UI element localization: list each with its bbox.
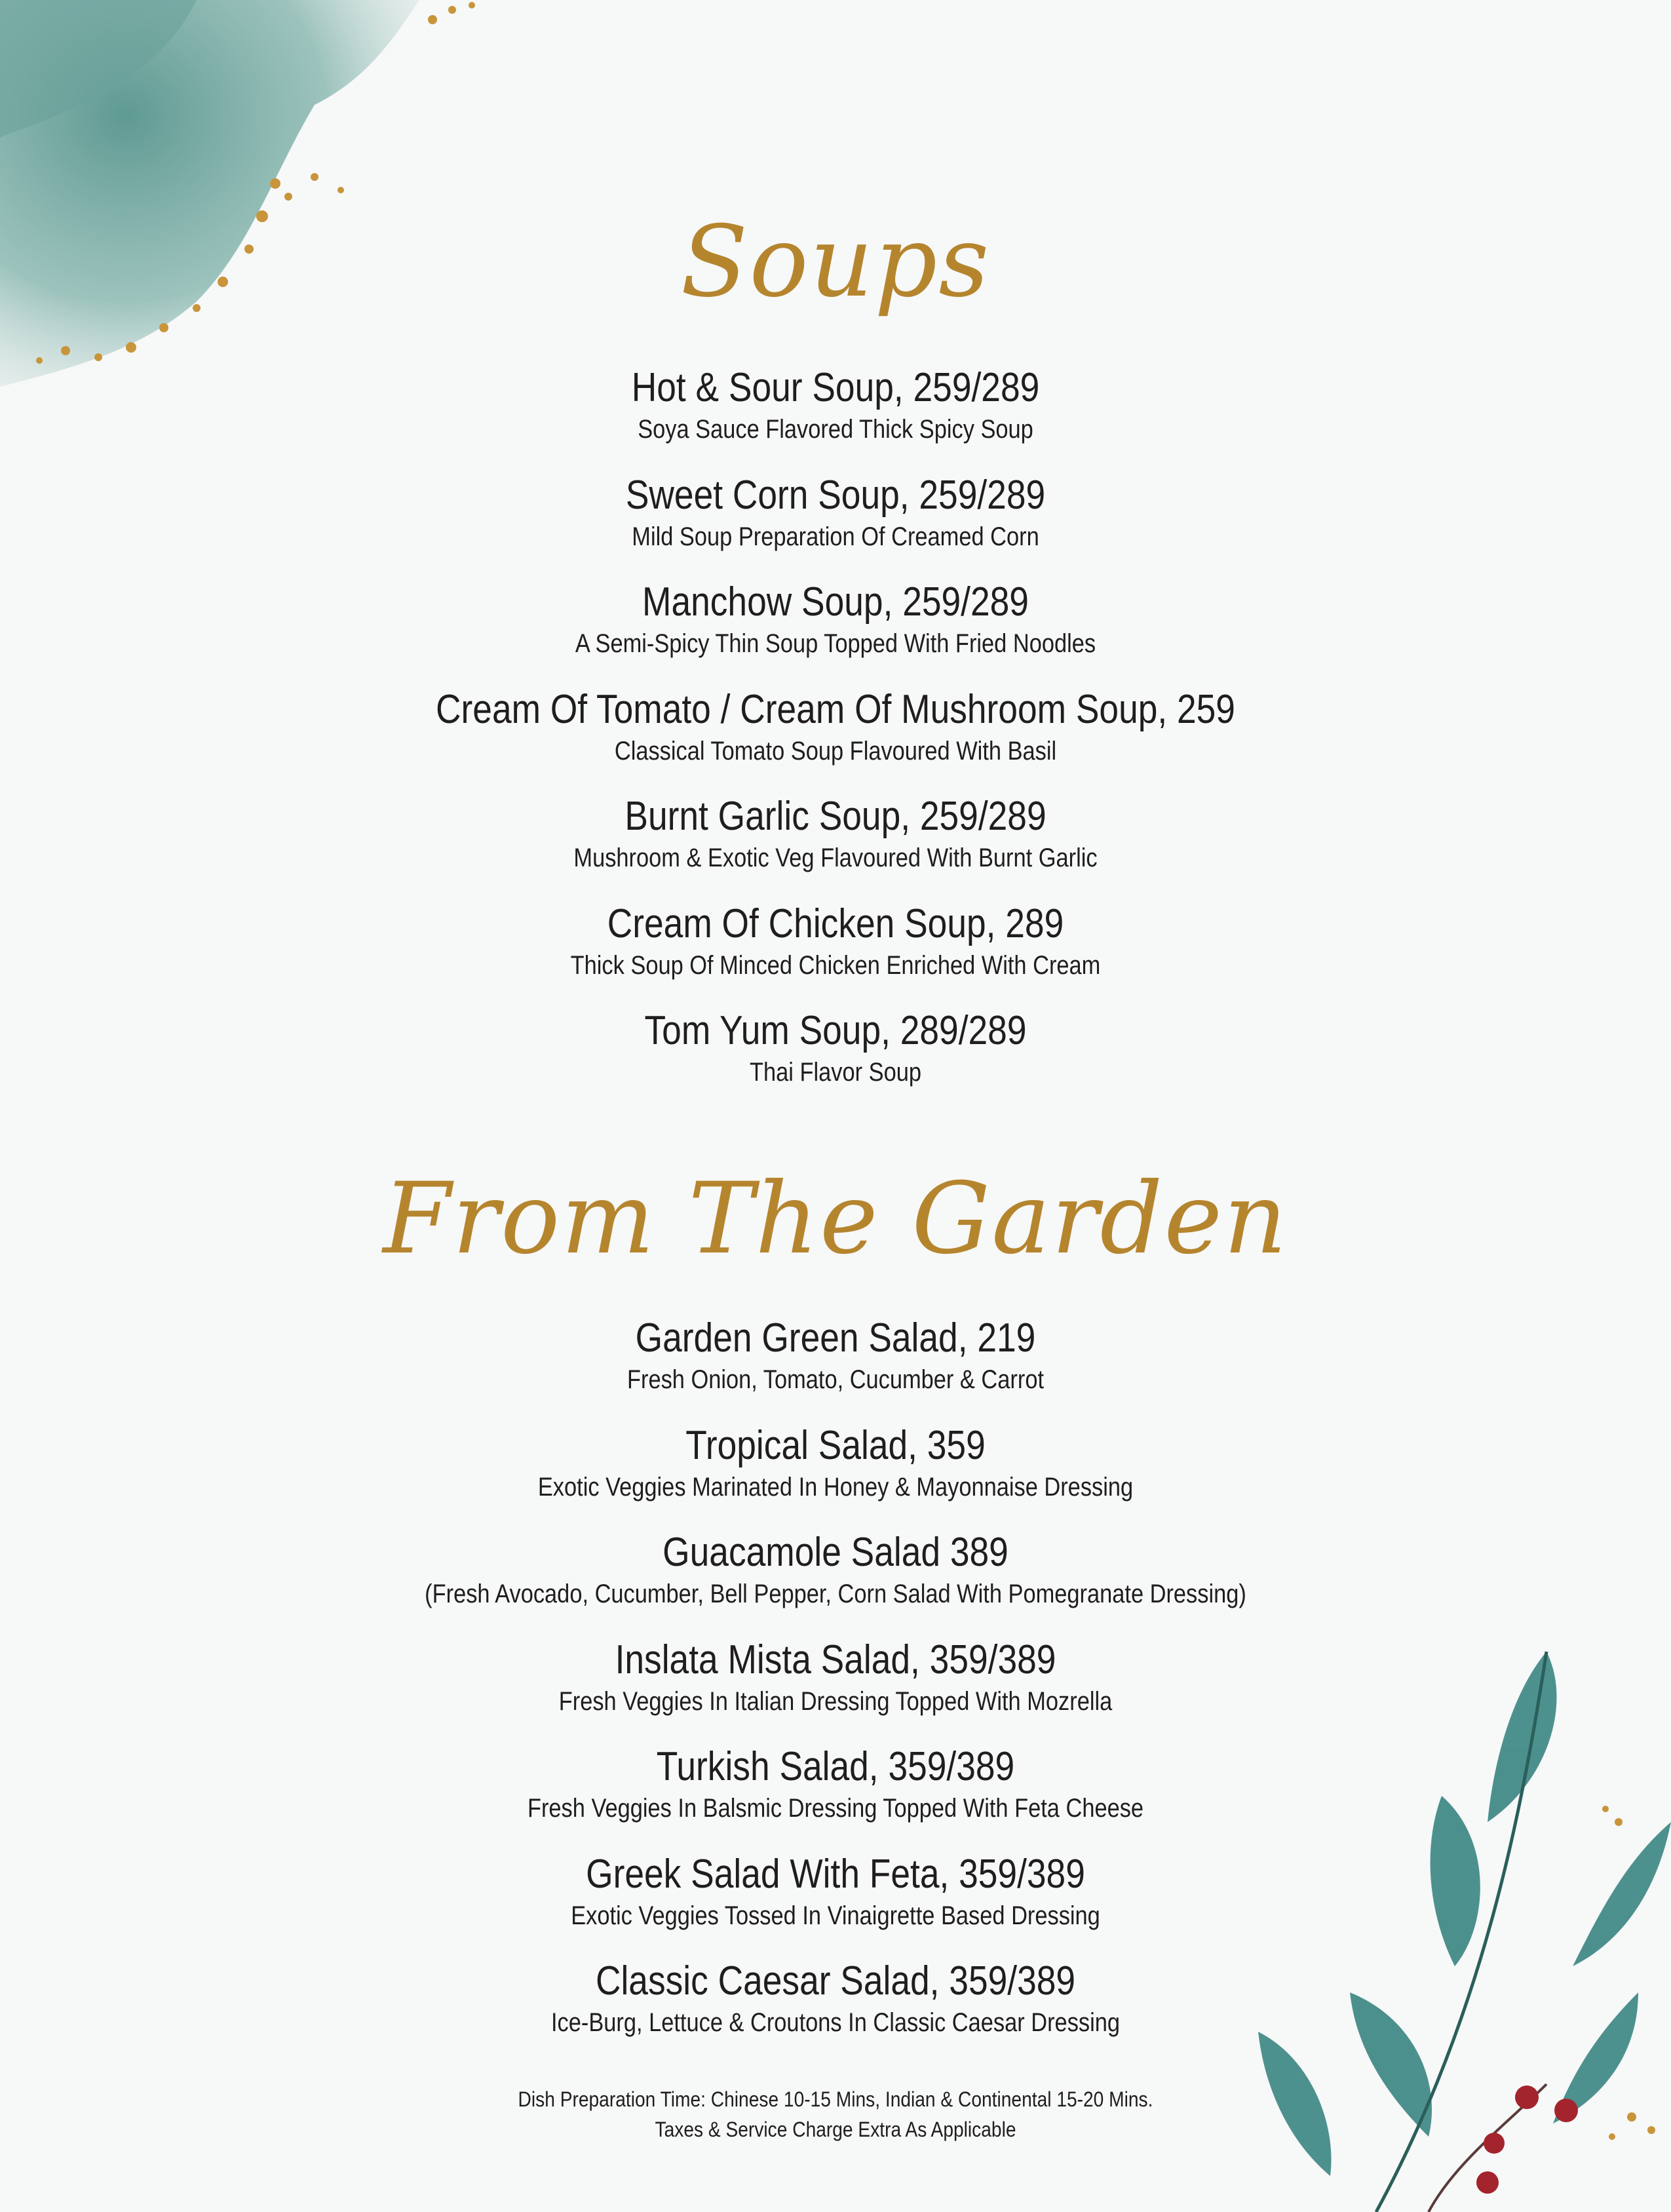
item-description: Thai Flavor Soup [750, 1058, 921, 1087]
menu-item [0, 792, 1671, 900]
item-description: (Fresh Avocado, Cucumber, Bell Pepper, Corn Salad With Pomegranate Dressing) [425, 1580, 1246, 1608]
menu-item [0, 1636, 1671, 1743]
taxes-note: Taxes & Service Charge Extra As Applicable [655, 2118, 1016, 2141]
item-description: Fresh Veggies In Balsmic Dressing Topped With Feta Cheese [527, 1794, 1144, 1823]
item-name: Turkish Salad, 359/389 [656, 1744, 1015, 1789]
item-name: Cream Of Chicken Soup, 289 [607, 901, 1064, 946]
item-name: Cream Of Tomato / Cream Of Mushroom Soup, 259 [436, 686, 1235, 732]
item-description: Classical Tomato Soup Flavoured With Basil [614, 736, 1057, 766]
item-name: Tropical Salad, 359 [685, 1422, 986, 1468]
soups-list [0, 364, 1671, 1114]
item-name: Greek Salad With Feta, 359/389 [586, 1851, 1085, 1897]
menu-item [0, 1422, 1671, 1529]
item-name: Garden Green Salad, 219 [635, 1315, 1036, 1361]
item-name: Burnt Garlic Soup, 259/289 [624, 794, 1047, 839]
item-description: Ice-Burg, Lettuce & Croutons In Classic Caesar Dressing [550, 2008, 1121, 2037]
menu-item [0, 1957, 1671, 2065]
section-title-soups: Soups [680, 205, 991, 319]
menu-item [0, 900, 1671, 1007]
menu-item [0, 471, 1671, 579]
item-description: Fresh Onion, Tomato, Cucumber & Carrot [626, 1365, 1045, 1394]
item-name: Tom Yum Soup, 289/289 [644, 1008, 1027, 1053]
menu-item [0, 1007, 1671, 1114]
menu-item [0, 1314, 1671, 1422]
item-description: Fresh Veggies In Italian Dressing Topped With Mozrella [558, 1686, 1113, 1716]
footer-note [0, 2084, 1671, 2144]
item-name: Sweet Corn Soup, 259/289 [625, 472, 1046, 518]
item-description: A Semi-Spicy Thin Soup Topped With Fried Noodles [575, 629, 1096, 658]
item-description: Soya Sauce Flavored Thick Spicy Soup [638, 415, 1033, 444]
item-description: Exotic Veggies Tossed In Vinaigrette Based Dressing [571, 1901, 1100, 1930]
item-description: Mushroom & Exotic Veg Flavoured With Burnt Garlic [573, 844, 1098, 872]
item-name: Inslata Mista Salad, 359/389 [615, 1637, 1056, 1682]
item-name: Hot & Sour Soup, 259/289 [631, 365, 1040, 410]
item-description: Thick Soup Of Minced Chicken Enriched With Cream [570, 950, 1101, 980]
item-name: Manchow Soup, 259/289 [642, 579, 1029, 625]
item-name: Classic Caesar Salad, 359/389 [595, 1958, 1076, 2004]
menu-item [0, 1528, 1671, 1636]
preparation-time-note: Dish Preparation Time: Chinese 10-15 Mins, Indian & Continental 15-20 Mins. [518, 2087, 1153, 2111]
menu-item [0, 686, 1671, 793]
menu-item [0, 1743, 1671, 1850]
menu-item [0, 578, 1671, 686]
menu-item [0, 1850, 1671, 1958]
menu-item [0, 364, 1671, 471]
item-description: Mild Soup Preparation Of Creamed Corn [632, 522, 1039, 551]
item-description: Exotic Veggies Marinated In Honey & Mayonnaise Dressing [537, 1472, 1134, 1502]
section-title-from-the-garden: From The Garden [383, 1162, 1288, 1276]
item-name: Guacamole Salad 389 [663, 1530, 1008, 1575]
garden-list [0, 1314, 1671, 2065]
